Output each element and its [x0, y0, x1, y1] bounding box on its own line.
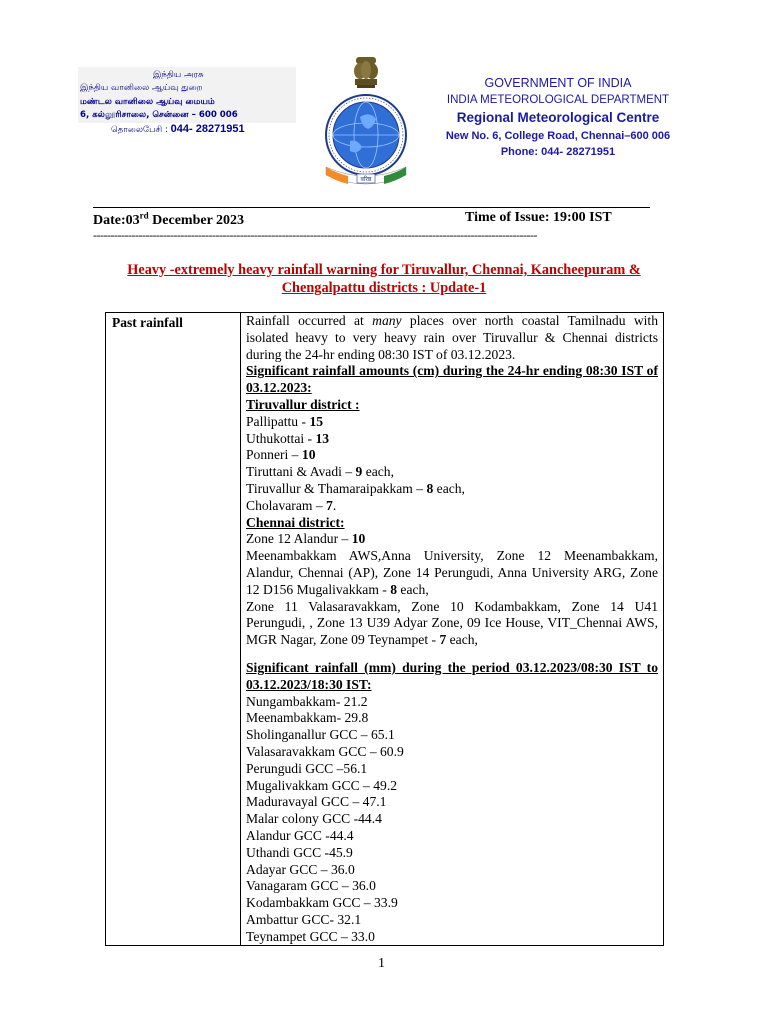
rainfall-content	[246, 313, 658, 945]
list-item: Kodambakkam GCC – 33.9	[246, 895, 398, 911]
tamil-phone-number: 044- 28271951	[170, 123, 245, 135]
tamil-address-line: 6, கல்லூரிசாலை, சென்னை – 600 006	[80, 110, 238, 120]
tamil-phone-line	[111, 123, 245, 136]
date-line	[93, 210, 650, 229]
list-item: Vanagaram GCC – 36.0	[246, 878, 376, 894]
list-item: Perungudi GCC –56.1	[246, 760, 368, 776]
list-item: Tiruvallur & Thamaraipakkam – 8 each,	[246, 480, 465, 496]
tamil-centre-line: மண்டல வானிலை ஆய்வு மையம்	[80, 97, 215, 107]
address-text: New No. 6, College Road, Chennai–600 006	[445, 130, 671, 142]
issue-date: Date:03rd December 2023	[93, 210, 245, 228]
list-item: Tiruttani & Avadi – 9 each,	[246, 464, 395, 480]
list-item: Malar colony GCC -44.4	[246, 811, 382, 827]
chennai-heading: Chennai district:	[246, 514, 345, 530]
tamil-gov-line: இந்திய அரசு	[153, 70, 204, 80]
intro-paragraph: Rainfall occurred at many places over north coastal Tamilnadu with isolated heavy to very heavy rain over Tiruvallur & Chennai districts during the 24-hr ending 08:30 IST of 03.12.2023.	[246, 313, 658, 362]
list-item: Valasaravakkam GCC – 60.9	[246, 743, 404, 759]
imd-globe-icon	[326, 95, 406, 175]
chennai-7cm-paragraph: Zone 11 Valasaravakkam, Zone 10 Kodambakkam, Zone 14 U41 Perungudi, , Zone 13 U39 Adyar Zone, 09 Ice House, VIT_Chennai AWS, MGR Nagar, Zone 09 Teynampet - 7 each,	[246, 598, 658, 648]
list-item: Nungambakkam- 21.2	[246, 693, 368, 709]
warning-title-line1: Heavy -extremely heavy rainfall warning for Tiruvallur, Chennai, Kancheepuram &	[127, 262, 641, 278]
list-item: Meenambakkam- 29.8	[246, 710, 369, 726]
list-item: Uthukottai - 13	[246, 430, 330, 446]
tamil-dept-line: இந்திய வானிலை ஆய்வு துறை	[80, 83, 203, 93]
gov-of-india-text: GOVERNMENT OF INDIA	[484, 76, 632, 90]
list-item: Alandur GCC -44.4	[246, 827, 354, 843]
station-list	[246, 694, 658, 946]
list-item: Uthandi GCC -45.9	[246, 844, 353, 860]
rainfall-table	[105, 312, 664, 946]
list-item: Ponneri – 10	[246, 447, 316, 463]
dashed-divider: -------------------------------------------------------------------------------------------------------------------------------	[93, 228, 538, 242]
list-item: Pallipattu - 15	[246, 413, 324, 429]
list-item: Zone 12 Alandur – 10	[246, 531, 366, 547]
warning-title	[93, 261, 675, 297]
list-item: Mugalivakkam GCC – 49.2	[246, 777, 398, 793]
list-item: Sholinganallur GCC – 65.1	[246, 727, 395, 743]
tiruvallur-heading: Tiruvallur district :	[246, 396, 360, 412]
chennai-8cm-paragraph: Meenambakkam AWS,Anna University, Zone 12 Meenambakkam, Alandur, Chennai (AP), Zone 14 Perungudi, Anna University ARG, Zone 12 D156 Mugalivakkam - 8 each,	[246, 548, 658, 597]
phone-text: Phone: 044- 28271951	[500, 146, 616, 158]
rmc-title: Regional Meteorological Centre	[456, 110, 660, 125]
ashoka-emblem-icon	[354, 57, 378, 88]
significant-rainfall-mm-heading: Significant rainfall (mm) during the period 03.12.2023/08:30 IST to 03.12.2023/18:30 IST:	[246, 659, 658, 692]
list-item: Adayar GCC – 36.0	[246, 861, 355, 877]
warning-title-line2: Chengalpattu districts : Update-1	[281, 280, 487, 296]
list-item: Maduravayal GCC – 47.1	[246, 794, 387, 810]
svg-text:वरिष्ठ: वरिष्ठ	[360, 176, 372, 183]
significant-rainfall-heading: Significant rainfall amounts (cm) during the 24-hr ending 08:30 IST of 03.12.2023:	[246, 363, 658, 396]
tamil-phone-label: தொலைபேசி :	[111, 125, 168, 135]
list-item: Teynampet GCC – 33.0	[246, 928, 375, 944]
header-divider	[93, 207, 650, 208]
past-rainfall-label: Past rainfall	[112, 315, 183, 330]
tamil-header	[78, 67, 296, 135]
time-of-issue: Time of Issue: 19:00 IST	[465, 210, 612, 225]
list-item: Cholavaram – 7.	[246, 497, 337, 513]
list-item: Ambattur GCC- 32.1	[246, 911, 362, 927]
imd-emblem-logo	[320, 55, 412, 195]
table-column-divider	[240, 313, 241, 945]
imd-text: INDIA METEOROLOGICAL DEPARTMENT	[446, 94, 670, 106]
page-number: 1	[378, 956, 385, 971]
english-header	[430, 75, 686, 160]
